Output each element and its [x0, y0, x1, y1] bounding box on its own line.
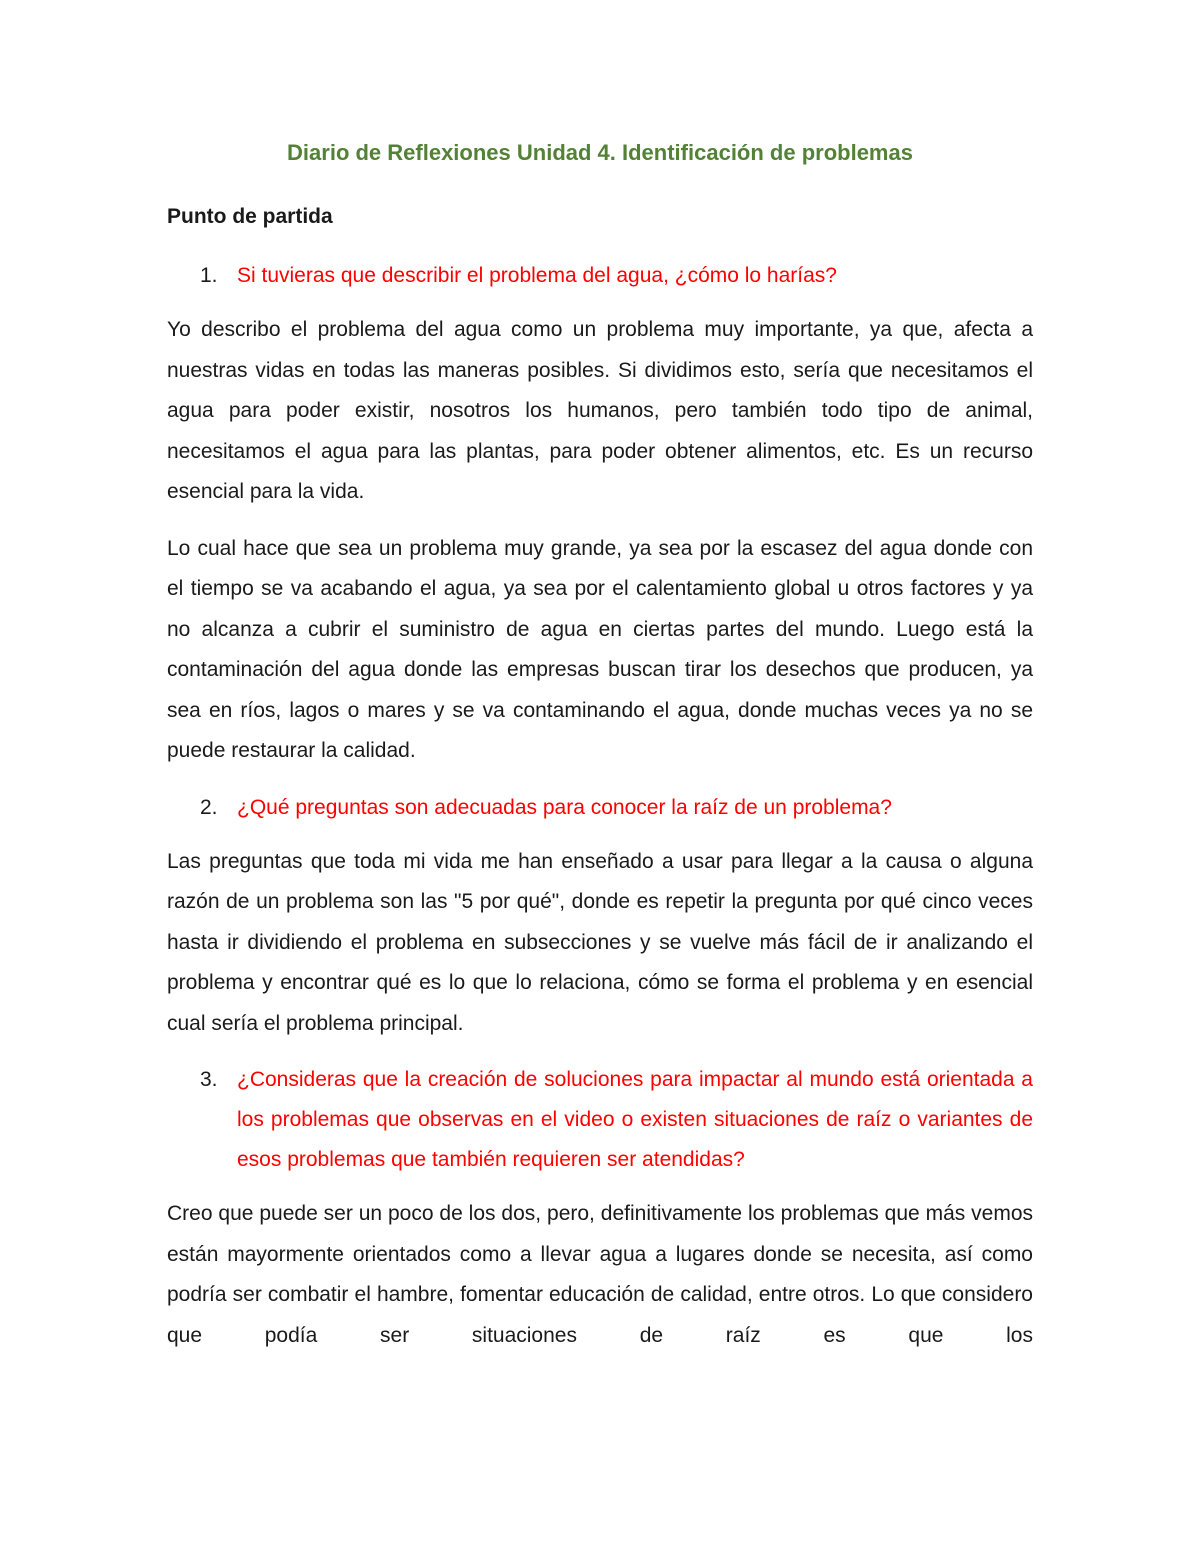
- document-title: Diario de Reflexiones Unidad 4. Identificación de problemas: [287, 140, 913, 165]
- question-1: [167, 256, 1033, 296]
- question-text: ¿Consideras que la creación de soluciones para impactar al mundo está orientada a los problemas que observas en el video o existen situaciones de raíz o variantes de esos problemas que también requieren ser atendidas?: [237, 1068, 1033, 1171]
- question-number: 2.: [200, 795, 218, 819]
- question-text: ¿Qué preguntas son adecuadas para conocer la raíz de un problema?: [237, 795, 892, 819]
- question-number: 1.: [200, 264, 218, 287]
- question-number: 3.: [200, 1068, 218, 1091]
- section-heading: Punto de partida: [167, 205, 333, 228]
- answer-paragraph: Lo cual hace que sea un problema muy grande, ya sea por la escasez del agua donde con el tiempo se va acabando el agua, ya sea por el calentamiento global u otros factores y ya no alcanza a cubrir el suministro de agua en ciertas partes del mundo. Luego está la contaminación del agua donde las empresas buscan tirar los desechos que producen, ya sea en ríos, lagos o mares y se va contaminando el agua, donde muchas veces ya no se puede restaurar la calidad.: [167, 536, 1033, 762]
- document-body: [167, 136, 1033, 1372]
- question-text: Si tuvieras que describir el problema del agua, ¿cómo lo harías?: [237, 264, 837, 287]
- question-2: [167, 788, 1033, 828]
- answer-paragraph: Las preguntas que toda mi vida me han enseñado a usar para llegar a la causa o alguna razón de un problema son las "5 por qué", donde es repetir la pregunta por qué cinco veces hasta ir dividiendo el problema en subsecciones y se vuelve más fácil de ir analizando el problema y encontrar qué es lo que lo relaciona, cómo se forma el problema y en esencial cual sería el problema principal.: [167, 849, 1033, 1035]
- answer-paragraph: Creo que puede ser un poco de los dos, pero, definitivamente los problemas que más vemos están mayormente orientados como a llevar agua a lugares donde se necesita, así como podría ser combatir el hambre, fomentar educación de calidad, entre otros. Lo que considero que podía ser situaciones de raíz es que los: [167, 1202, 1033, 1347]
- question-3: [167, 1060, 1033, 1180]
- answer-paragraph: Yo describo el problema del agua como un problema muy importante, ya que, afecta a nuestras vidas en todas las maneras posibles. Si dividimos esto, sería que necesitamos el agua para poder existir, nosotros los humanos, pero también todo tipo de animal, necesitamos el agua para las plantas, para poder obtener alimentos, etc. Es un recurso esencial para la vida.: [167, 318, 1033, 503]
